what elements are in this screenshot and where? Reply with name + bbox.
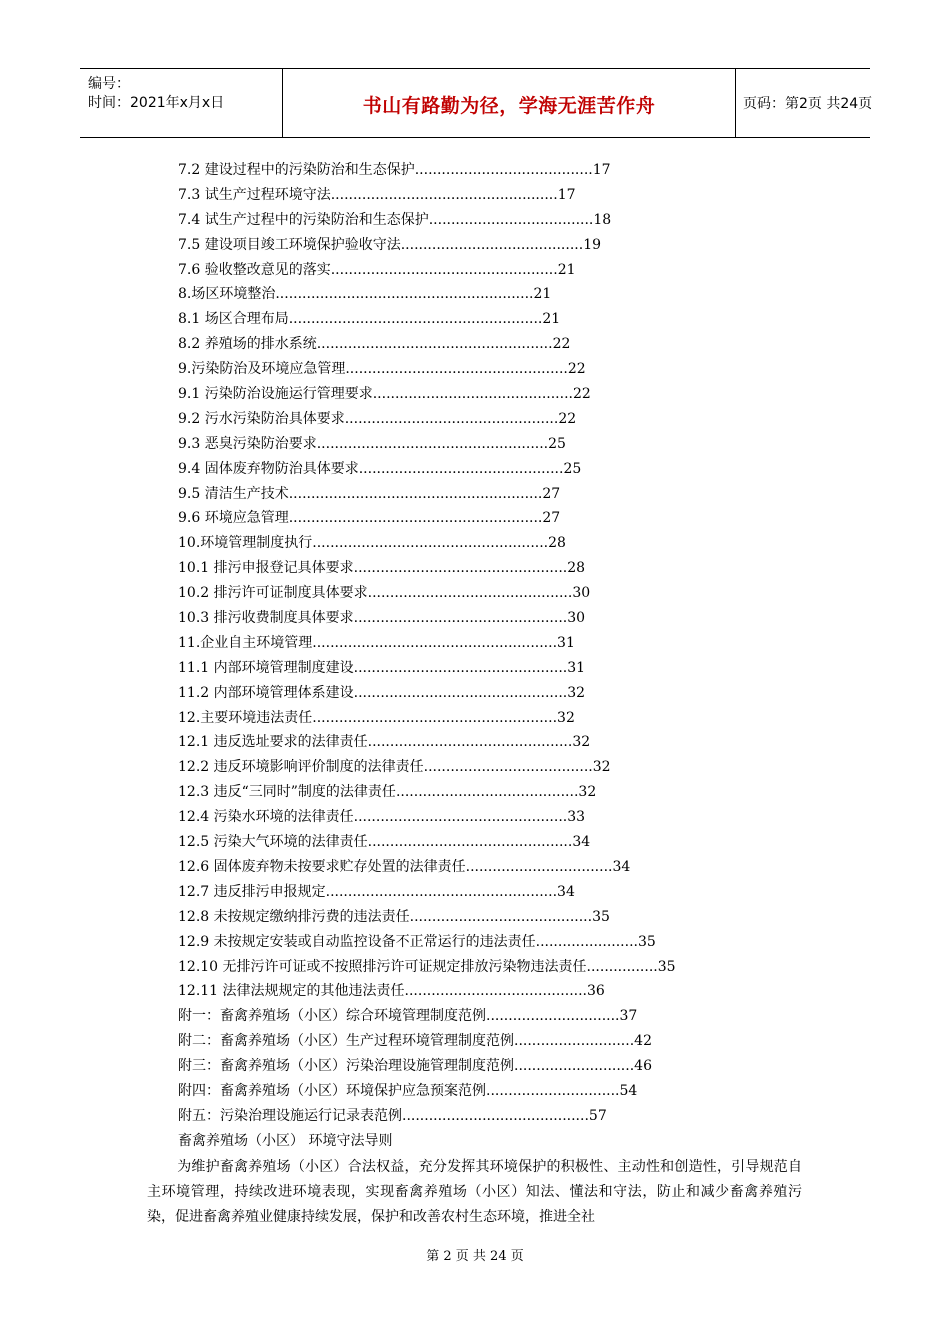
toc-entry-title: 7.3 试生产过程环境守法 xyxy=(178,186,331,203)
toc-entry-page: 27 xyxy=(542,485,561,502)
toc-entry-title: 8.1 场区合理布局 xyxy=(178,311,289,328)
toc-entry-leader: .............................................. xyxy=(367,834,573,851)
toc-entry[interactable] xyxy=(178,955,676,980)
toc-entry[interactable] xyxy=(178,183,676,208)
toc-entry-page: 32 xyxy=(557,709,575,726)
toc-entry-leader: ..................................................... xyxy=(312,535,549,552)
toc-entry-title: 12.10 无排污许可证或不按照排污许可证规定排放污染物违法责任 xyxy=(178,958,587,975)
toc-entry-title: 9.5 清洁生产技术 xyxy=(178,485,289,502)
toc-entry[interactable] xyxy=(178,432,676,457)
toc-entry-page: 25 xyxy=(548,435,566,452)
toc-entry-leader: ......................................................... xyxy=(288,311,543,328)
toc-entry-title: 附五：污染治理设施运行记录表范例 xyxy=(178,1107,402,1124)
toc-entry-leader: ....................................................... xyxy=(312,634,558,651)
toc-entry-page: 22 xyxy=(558,410,577,427)
toc-entry-title: 7.5 建设项目竣工环境保护验收守法 xyxy=(178,236,401,253)
toc-entry-page: 21 xyxy=(533,286,552,303)
toc-entry-page: 28 xyxy=(548,535,566,552)
toc-entry-leader: ....................................................... xyxy=(312,709,558,726)
toc-entry[interactable] xyxy=(178,631,676,656)
toc-entry[interactable] xyxy=(178,805,676,830)
toc-entry-title: 9.2 污水污染防治具体要求 xyxy=(178,410,345,427)
toc-entry-title: 10.3 排污收费制度具体要求 xyxy=(178,610,354,627)
toc-entry[interactable] xyxy=(178,855,676,880)
toc-entry-page: 54 xyxy=(619,1082,638,1099)
toc-entry-page: 35 xyxy=(657,958,676,975)
toc-entry[interactable] xyxy=(178,158,676,183)
toc-entry-leader: .............................. xyxy=(486,1008,620,1025)
toc-entry-title: 11.1 内部环境管理制度建设 xyxy=(178,659,354,676)
toc-entry[interactable] xyxy=(178,382,676,407)
toc-entry-leader: ......................................... xyxy=(395,784,579,801)
toc-entry-page: 34 xyxy=(612,858,631,875)
toc-entry-leader: .................................................... xyxy=(325,883,558,900)
toc-entry-title: 9.污染防治及环境应急管理 xyxy=(178,361,346,378)
toc-entry-title: 9.1 污染防治设施运行管理要求 xyxy=(178,386,373,403)
toc-entry-page: 31 xyxy=(567,659,586,676)
toc-entry-leader: ................................................ xyxy=(353,560,568,577)
toc-entry-leader: .............................................. xyxy=(367,734,573,751)
toc-entry-page: 36 xyxy=(587,983,605,1000)
toc-entry-leader: .......................................... xyxy=(402,1107,589,1124)
toc-entry-title: 11.2 内部环境管理体系建设 xyxy=(178,684,354,701)
time-label: 时间：2021年x月x日 xyxy=(88,95,225,111)
toc-entry[interactable] xyxy=(178,1104,676,1129)
motto-text: 书山有路勤为径，学海无涯苦作舟 xyxy=(362,95,656,117)
toc-entry-title: 7.6 验收整改意见的落实 xyxy=(178,261,331,278)
toc-entry-page: 31 xyxy=(557,634,575,651)
toc-entry-page: 21 xyxy=(542,311,561,328)
toc-entry-leader: ................................................... xyxy=(330,261,558,278)
toc-entry-leader: .......................................................... xyxy=(275,286,534,303)
toc-entry-title: 10.1 排污申报登记具体要求 xyxy=(178,560,354,577)
toc-entry[interactable] xyxy=(178,905,676,930)
intro-paragraph xyxy=(147,1155,802,1230)
toc-entry-leader: .............................. xyxy=(486,1082,620,1099)
toc-entry-page: 30 xyxy=(572,585,591,602)
toc-entry-title: 12.5 污染大气环境的法律责任 xyxy=(178,834,368,851)
toc-entry-page: 57 xyxy=(588,1107,607,1124)
toc-entry[interactable] xyxy=(178,233,676,258)
toc-entry-page: 34 xyxy=(557,883,575,900)
toc-entry-leader: ................................................ xyxy=(353,684,568,701)
toc-entry[interactable] xyxy=(178,1054,676,1079)
toc-entry[interactable] xyxy=(178,457,676,482)
toc-entry-leader: ........................... xyxy=(514,1058,635,1075)
toc-entry[interactable] xyxy=(178,556,676,581)
toc-entry-leader: ............................................. xyxy=(372,386,573,403)
toc-entry[interactable] xyxy=(178,606,676,631)
toc-entry-title: 12.7 违反排污申报规定 xyxy=(178,883,326,900)
toc-entry-leader: .............................................. xyxy=(367,585,573,602)
toc-entry-title: 8.2 养殖场的排水系统 xyxy=(178,336,317,353)
toc-entry-title: 7.4 试生产过程中的污染防治和生态保护 xyxy=(178,211,429,228)
toc-entry[interactable] xyxy=(178,1079,676,1104)
toc-entry-title: 12.3 违反“三同时”制度的法律责任 xyxy=(178,784,396,801)
toc-entry-page: 19 xyxy=(583,236,602,253)
toc-entry-leader: ......................................... xyxy=(409,908,593,925)
toc-entry-title: 附四：畜禽养殖场（小区）环境保护应急预案范例 xyxy=(178,1082,486,1099)
toc-entry-title: 12.1 违反选址要求的法律责任 xyxy=(178,734,368,751)
page-code: 页码：第2页 共24页 xyxy=(743,96,873,112)
toc-entry-leader: ....................... xyxy=(535,933,638,950)
toc-entry-title: 8.场区环境整治 xyxy=(178,286,276,303)
toc-entry-title: 11.企业自主环境管理 xyxy=(178,634,313,651)
toc-entry-title: 10.2 排污许可证制度具体要求 xyxy=(178,585,368,602)
toc-entry-leader: ................................................ xyxy=(353,809,568,826)
toc-entry-leader: ................................. xyxy=(465,858,613,875)
toc-entry-page: 35 xyxy=(592,908,610,925)
toc-entry[interactable] xyxy=(178,258,676,283)
header-motto-cell xyxy=(282,69,736,137)
toc-entry-page: 46 xyxy=(634,1058,652,1075)
intro-paragraph-text: 为维护畜禽养殖场（小区）合法权益，充分发挥其环境保护的积极性、主动性和创造性，引导规范自主环境管理，持续改进环境表现，实现畜禽养殖场（小区）知法、懂法和守法，防止和减少畜禽养殖污染，促进畜禽养殖业健康持续发展，保护和改善农村生态环境，推进全社 xyxy=(147,1159,802,1225)
toc-entry[interactable] xyxy=(178,830,676,855)
toc-entry[interactable] xyxy=(178,581,676,606)
page-footer: 第 2 页 共 24 页 xyxy=(426,1249,524,1264)
toc-entry[interactable] xyxy=(178,1004,676,1029)
toc-entry-page: 21 xyxy=(557,261,576,278)
toc-entry-leader: ..................................... xyxy=(428,211,594,228)
toc-entry-page: 22 xyxy=(552,336,571,353)
toc-entry-page: 25 xyxy=(563,460,582,477)
toc-entry-title: 9.6 环境应急管理 xyxy=(178,510,289,527)
toc-entry-leader: ................ xyxy=(586,958,658,975)
toc-entry[interactable] xyxy=(178,755,676,780)
toc-entry[interactable] xyxy=(178,656,676,681)
toc-entry-leader: ................................................ xyxy=(353,659,568,676)
header-info-cell xyxy=(80,69,282,137)
toc-entry-page: 32 xyxy=(567,684,586,701)
toc-entry[interactable] xyxy=(178,407,676,432)
toc-entry[interactable] xyxy=(178,930,676,955)
toc-entry[interactable] xyxy=(178,730,676,755)
toc-entry[interactable] xyxy=(178,780,676,805)
number-label: 编号： xyxy=(88,76,130,92)
toc-entry-leader: ......................................................... xyxy=(288,485,543,502)
toc-entry-title: 9.3 恶臭污染防治要求 xyxy=(178,435,317,452)
toc-entry-page: 17 xyxy=(592,162,611,178)
toc-entry-leader: ......................................... xyxy=(404,983,587,1000)
toc-entry-page: 37 xyxy=(619,1008,638,1025)
toc-entry-leader: ................................................ xyxy=(344,410,559,427)
toc-entry[interactable] xyxy=(178,506,676,531)
toc-entry-title: 附三：畜禽养殖场（小区）污染治理设施管理制度范例 xyxy=(178,1058,514,1075)
toc-entry-leader: .............................................. xyxy=(358,460,564,477)
toc-entry[interactable] xyxy=(178,880,676,905)
toc-entry-title: 7.2 建设过程中的污染防治和生态保护 xyxy=(178,162,415,178)
toc-entry[interactable] xyxy=(178,282,676,307)
toc-entry-leader: ...................................... xyxy=(423,759,593,776)
toc-entry-leader: ......................................................... xyxy=(288,510,543,527)
toc-entry[interactable] xyxy=(178,307,676,332)
toc-entry-title: 12.2 违反环境影响评价制度的法律责任 xyxy=(178,759,424,776)
toc-entry-page: 34 xyxy=(572,834,591,851)
toc-entry-page: 30 xyxy=(567,610,586,627)
table-of-contents xyxy=(178,158,676,1129)
toc-entry-page: 22 xyxy=(572,386,591,403)
toc-entry-page: 18 xyxy=(593,211,612,228)
toc-entry[interactable] xyxy=(178,357,676,382)
toc-entry-page: 32 xyxy=(572,734,591,751)
toc-entry-page: 33 xyxy=(567,809,586,826)
toc-entry-leader: ......................................... xyxy=(400,236,584,253)
toc-entry-leader: .................................................. xyxy=(345,361,568,378)
toc-entry-page: 35 xyxy=(637,933,656,950)
toc-entry-title: 9.4 固体废弃物防治具体要求 xyxy=(178,460,359,477)
toc-entry-page: 22 xyxy=(567,361,586,378)
document-title: 畜禽养殖场（小区） 环境守法导则 xyxy=(178,1133,393,1149)
toc-entry-title: 附一：畜禽养殖场（小区）综合环境管理制度范例 xyxy=(178,1008,486,1025)
toc-entry-page: 27 xyxy=(542,510,561,527)
toc-entry[interactable] xyxy=(178,531,676,556)
toc-entry[interactable] xyxy=(178,681,676,706)
toc-entry-page: 28 xyxy=(567,560,586,577)
toc-entry-title: 10.环境管理制度执行 xyxy=(178,535,313,552)
toc-entry-leader: ..................................................... xyxy=(316,336,553,353)
toc-entry-leader: ................................................ xyxy=(353,610,568,627)
toc-entry-page: 32 xyxy=(592,759,611,776)
toc-entry-page: 42 xyxy=(634,1033,652,1050)
toc-entry-leader: ........................................ xyxy=(414,162,593,178)
toc-entry[interactable] xyxy=(178,208,676,233)
toc-entry-title: 12.8 未按规定缴纳排污费的违法责任 xyxy=(178,908,410,925)
toc-entry-title: 12.4 污染水环境的法律责任 xyxy=(178,809,354,826)
toc-entry-title: 12.11 法律法规规定的其他违法责任 xyxy=(178,983,405,1000)
toc-entry-leader: ................................................... xyxy=(330,186,558,203)
toc-entry-leader: .................................................... xyxy=(316,435,549,452)
toc-entry-title: 12.9 未按规定安装或自动监控设备不正常运行的违法责任 xyxy=(178,933,536,950)
toc-entry[interactable] xyxy=(178,706,676,731)
toc-entry-page: 32 xyxy=(578,784,597,801)
toc-entry-page: 17 xyxy=(557,186,576,203)
toc-entry[interactable] xyxy=(178,482,676,507)
toc-entry-leader: ........................... xyxy=(514,1033,635,1050)
toc-entry[interactable] xyxy=(178,979,676,1004)
document-header xyxy=(80,68,873,138)
toc-entry-title: 12.主要环境违法责任 xyxy=(178,709,313,726)
toc-entry-title: 附二：畜禽养殖场（小区）生产过程环境管理制度范例 xyxy=(178,1033,514,1050)
header-page-cell xyxy=(735,69,873,137)
toc-entry[interactable] xyxy=(178,1029,676,1054)
toc-entry-title: 12.6 固体废弃物未按要求贮存处置的法律责任 xyxy=(178,858,466,875)
toc-entry[interactable] xyxy=(178,332,676,357)
